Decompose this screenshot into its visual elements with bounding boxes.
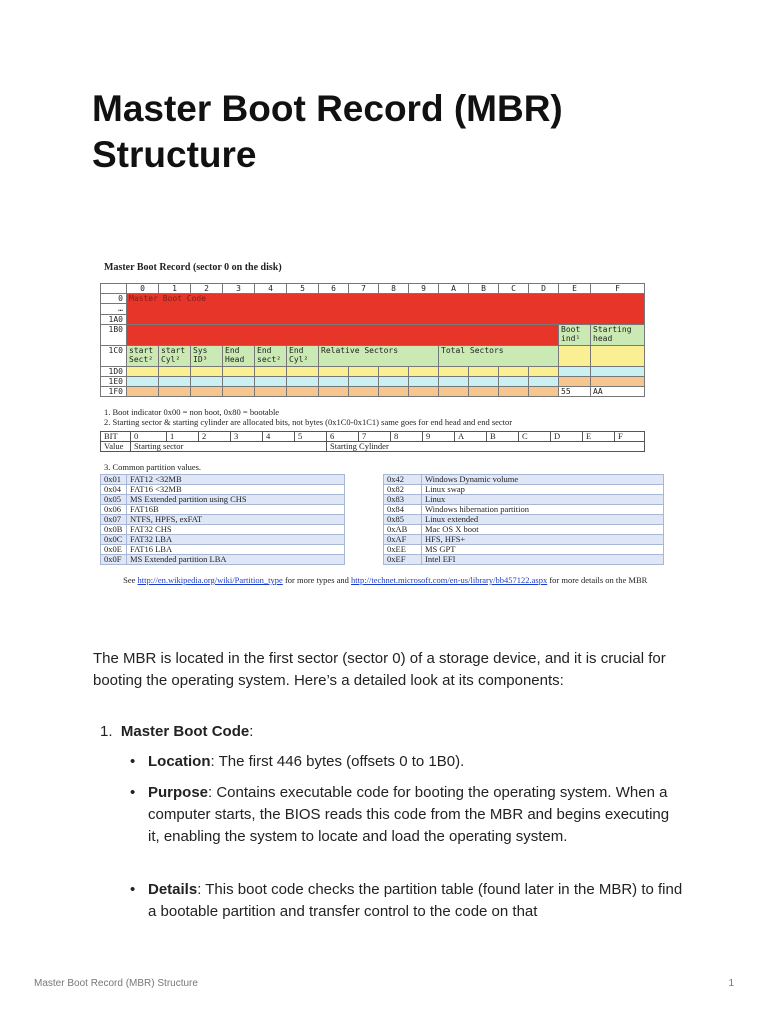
bit-cell: 2 <box>199 432 231 442</box>
column-header-row <box>101 284 645 294</box>
bullet-details <box>130 879 683 923</box>
table-row <box>384 485 664 495</box>
partition-code: 0x82 <box>384 485 422 495</box>
col-header: 1 <box>159 284 191 294</box>
bullet-dot: • <box>130 881 136 898</box>
table-row <box>101 485 345 495</box>
row-address: … <box>101 304 127 314</box>
master-boot-code-region: Master Boot Code <box>127 294 645 325</box>
bullet-text: : The first 446 bytes (offsets 0 to 1B0). <box>210 753 465 770</box>
page-number: 1 <box>728 978 734 989</box>
starting-head: Starting head <box>591 325 645 346</box>
partition-name: Linux swap <box>422 485 664 495</box>
figure-title: Master Boot Record (sector 0 on the disk) <box>104 262 282 273</box>
partition-types-table-left <box>100 474 345 565</box>
note-partition-values: 3. Common partition values. <box>104 462 202 472</box>
note-boot-indicator: 1. Boot indicator 0x00 = non boot, 0x80 = bootable <box>104 407 280 417</box>
partition-name: MS GPT <box>422 545 664 555</box>
system-id: Sys ID³ <box>191 346 223 367</box>
total-sectors: Total Sectors <box>439 346 559 367</box>
col-header: A <box>439 284 469 294</box>
bit-cell: 8 <box>391 432 423 442</box>
bullet-location <box>130 751 683 773</box>
partition-row-1e0 <box>101 377 645 387</box>
bit-cell: D <box>551 432 583 442</box>
partition-code: 0x0B <box>101 525 127 535</box>
start-cylinder: start Cyl² <box>159 346 191 367</box>
table-row <box>101 545 345 555</box>
bullet-text: : This boot code checks the partition table (found later in the MBR) to find a bootable partition and transfer control to the code on that <box>148 881 683 920</box>
bit-cell: F <box>615 432 645 442</box>
note-bit-allocation: 2. Starting sector & starting cylinder are allocated bits, not bytes (0x1C0-0x1C1) same goes for end head and end sector <box>104 417 513 427</box>
list-colon: : <box>249 723 254 740</box>
col-header: D <box>529 284 559 294</box>
col-header: 0 <box>127 284 159 294</box>
partition-name: MS Extended partition using CHS <box>127 495 345 505</box>
end-sector: End sect² <box>255 346 287 367</box>
bullet-text: : Contains executable code for booting the operating system. When a computer starts, the BIOS reads this code from the MBR and begins executing it, enabling the system to locate and load the operating system. <box>148 784 670 845</box>
table-row <box>101 475 345 485</box>
partition-code: 0x84 <box>384 505 422 515</box>
row-address: 0 <box>101 294 127 304</box>
partition-name: Intel EFI <box>422 555 664 565</box>
table-row <box>384 515 664 525</box>
table-row <box>101 495 345 505</box>
partition-code: 0xEF <box>384 555 422 565</box>
table-row <box>384 535 664 545</box>
bit-cell: B <box>487 432 519 442</box>
partition-code: 0x83 <box>384 495 422 505</box>
master-boot-code-tail <box>127 325 559 346</box>
see-mid: for more types and <box>284 575 349 585</box>
partition-name: Linux extended <box>422 515 664 525</box>
bit-cell: 4 <box>263 432 295 442</box>
end-cylinder: End Cyl² <box>287 346 319 367</box>
relative-sectors: Relative Sectors <box>319 346 439 367</box>
row-address: 1B0 <box>101 325 127 346</box>
partition2-boot <box>559 346 591 367</box>
bit-cell: 7 <box>359 432 391 442</box>
bullet-label: Purpose <box>148 784 209 801</box>
col-header: 6 <box>319 284 349 294</box>
partition-row-1d0 <box>101 367 645 377</box>
partition-code: 0x07 <box>101 515 127 525</box>
partition-name: Windows Dynamic volume <box>422 475 664 485</box>
col-header: 8 <box>379 284 409 294</box>
bit-cell: C <box>519 432 551 442</box>
partition-name: Mac OS X boot <box>422 525 664 535</box>
bit-cell: 1 <box>167 432 199 442</box>
starting-cylinder-bits: Starting Cylinder <box>327 442 645 452</box>
partition-code: 0xAF <box>384 535 422 545</box>
partition-code: 0x85 <box>384 515 422 525</box>
row-address: 1E0 <box>101 377 127 387</box>
col-header: 3 <box>223 284 255 294</box>
table-row <box>384 505 664 515</box>
row-address: 1D0 <box>101 367 127 377</box>
table-row <box>101 535 345 545</box>
table-row <box>101 505 345 515</box>
bit-allocation-table <box>100 431 645 452</box>
partition-row-1f0 <box>101 387 645 397</box>
bit-cell: 5 <box>295 432 327 442</box>
footer-title: Master Boot Record (MBR) Structure <box>34 978 198 989</box>
technet-link[interactable]: http://technet.microsoft.com/en-us/library/bb457122.aspx <box>351 575 548 585</box>
intro-paragraph: The MBR is located in the first sector (sector 0) of a storage device, and it is crucial for booting the operating system. Here’s a detailed look at its components: <box>93 650 666 689</box>
page-title: Master Boot Record (MBR) Structure <box>92 88 563 175</box>
end-head: End Head <box>223 346 255 367</box>
row-address: 1F0 <box>101 387 127 397</box>
table-row <box>384 475 664 485</box>
bit-cell: A <box>455 432 487 442</box>
reference-note <box>104 575 678 585</box>
partition-name: FAT16B <box>127 505 345 515</box>
col-header: F <box>591 284 645 294</box>
bit-cell: 0 <box>131 432 167 442</box>
mbr-layout-table <box>100 283 645 397</box>
bit-cell: 6 <box>327 432 359 442</box>
partition-code: 0xEE <box>384 545 422 555</box>
list-item <box>100 721 253 743</box>
partition-name: FAT32 CHS <box>127 525 345 535</box>
bullet-label: Location <box>148 753 211 770</box>
partition-code: 0x01 <box>101 475 127 485</box>
table-row <box>384 495 664 505</box>
boot-signature-55: 55 <box>559 387 591 397</box>
col-header: 5 <box>287 284 319 294</box>
partition2-head <box>591 346 645 367</box>
row-address: 1C0 <box>101 346 127 367</box>
col-header: 4 <box>255 284 287 294</box>
partition-code: 0x05 <box>101 495 127 505</box>
partition-name: FAT12 <32MB <box>127 475 345 485</box>
col-header: 2 <box>191 284 223 294</box>
row-address: 1A0 <box>101 314 127 324</box>
bullet-dot: • <box>130 784 136 801</box>
partition-code: 0x0F <box>101 555 127 565</box>
table-row <box>384 545 664 555</box>
col-header: 9 <box>409 284 439 294</box>
bit-cell: E <box>583 432 615 442</box>
partition-code: 0x0E <box>101 545 127 555</box>
partition-name: MS Extended partition LBA <box>127 555 345 565</box>
col-header: E <box>559 284 591 294</box>
see-suffix: for more details on the MBR <box>549 575 648 585</box>
bullet-purpose <box>130 782 683 848</box>
boot-indicator: Boot ind¹ <box>559 325 591 346</box>
see-prefix: See <box>123 575 136 585</box>
mbr-figure <box>98 255 678 600</box>
table-row <box>101 525 345 535</box>
list-label: Master Boot Code <box>120 723 250 740</box>
bit-cell: 3 <box>231 432 263 442</box>
value-label: Value <box>101 442 131 452</box>
partition-code: 0x0C <box>101 535 127 545</box>
bullet-dot: • <box>130 753 136 770</box>
wikipedia-link[interactable]: http://en.wikipedia.org/wiki/Partition_type <box>137 575 283 585</box>
start-sector: start Sect² <box>127 346 159 367</box>
partition-name: Windows hibernation partition <box>422 505 664 515</box>
partition-code: 0x06 <box>101 505 127 515</box>
bullet-label: Details <box>148 881 198 898</box>
bit-label: BIT <box>101 432 131 442</box>
partition-code: 0x04 <box>101 485 127 495</box>
bit-cell: 9 <box>423 432 455 442</box>
partition-name: NTFS, HPFS, exFAT <box>127 515 345 525</box>
starting-sector-bits: Starting sector <box>131 442 327 452</box>
partition-types-table-right <box>383 474 664 565</box>
partition-name: FAT16 <32MB <box>127 485 345 495</box>
table-row <box>384 525 664 535</box>
col-header: 7 <box>349 284 379 294</box>
partition-name: FAT32 LBA <box>127 535 345 545</box>
table-row <box>384 555 664 565</box>
list-number: 1. <box>100 723 113 740</box>
figure-notes <box>104 407 512 427</box>
col-header: B <box>469 284 499 294</box>
partition-code: 0x42 <box>384 475 422 485</box>
partition-name: FAT16 LBA <box>127 545 345 555</box>
table-row <box>101 515 345 525</box>
partition-name: Linux <box>422 495 664 505</box>
partition-code: 0xAB <box>384 525 422 535</box>
table-row <box>101 555 345 565</box>
col-header: C <box>499 284 529 294</box>
partition-name: HFS, HFS+ <box>422 535 664 545</box>
boot-signature-aa: AA <box>591 387 645 397</box>
